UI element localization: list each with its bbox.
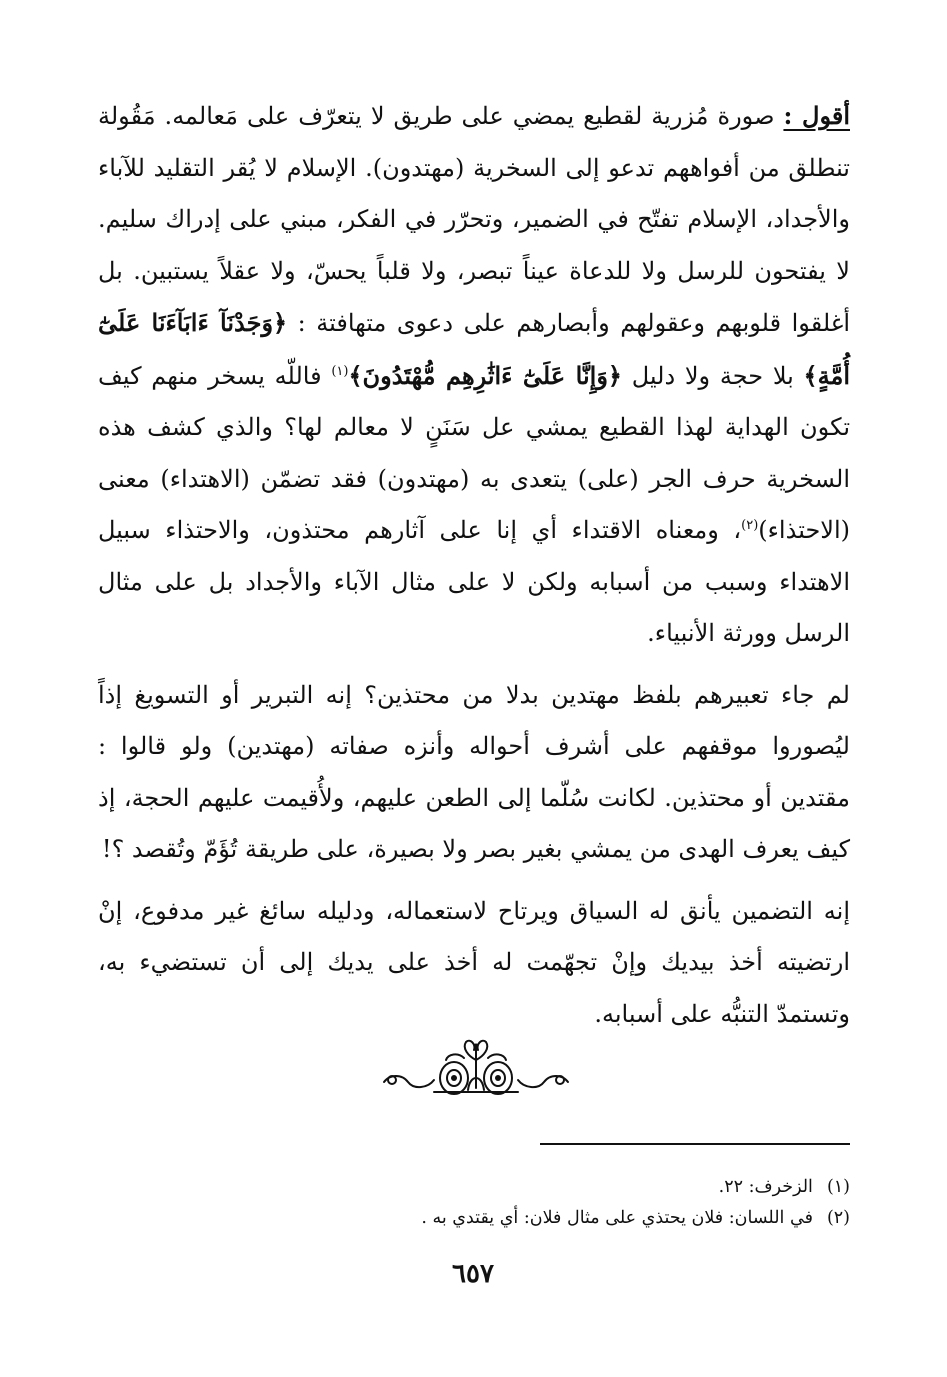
footnote-number: (٢) [826,1208,850,1228]
quran-quote: ﴿وَجَدْنَآ ءَابَآءَنَا عَلَىٰٓ أُمَّةٍ﴾ [98,308,850,390]
paragraph-text: بلا حجة ولا دليل [621,361,804,390]
footnote-ref-2[interactable]: (٢) [741,518,759,533]
footnotes [98,1172,850,1234]
paragraph-text: ، ومعناه الاقتداء أي إنا على آثارهم محتذون، والاحتذاء سبيل الاهتداء وسبب من أسبابه ولكن لا على مثال الآباء والأجداد بل على مثال الرسل وورثة الأنبياء. [98,516,850,647]
page-number: ٦٥٧ [452,1259,494,1289]
footnote-text: الزخرف: ٢٢. [718,1177,813,1197]
quran-quote: ﴿وَإِنَّا عَلَىٰٓ ءَاثَٰرِهِم مُّهْتَدُونَ﴾ [348,360,622,390]
footnote-ref-1[interactable]: (١) [331,363,349,379]
paragraph-2: لم جاء تعبيرهم بلفظ مهتدين بدلا من محتذين؟ إنه التبرير أو التسويغ إذاً ليُصوروا موقفهم على أشرف أحواله وأنزه صفاته (مهتدين) ولو قالوا : مقتدين أو محتذين. لكانت سُلّما إلى الطعن عليهم، ولأُقيمت عليهم الحجة، إذ كيف يعرف الهدى من يمشي بغير بصر ولا بصيرة، على طريقة تُؤَمّ وتُقصد ؟! [98,680,850,863]
paragraph-text: صورة مُزرية لقطيع يمضي على طريق لا يتعرّف على مَعالمه. مَقُولة تنطلق من أفواههم تدعو إلى السخرية (مهتدون). الإسلام لا يُقر التقليد للآباء والأجداد، الإسلام تفتّح في الضمير، وتحرّر في الفكر، مبني على إدراك سليم. لا يفتحون للرسل ولا للدعاة عيناً تبصر، ولا قلباً يحسّ، ولا عقلاً يستبين. بل أغلقوا قلوبهم وعقولهم وأبصارهم على دعوى متهافتة : [98,102,850,337]
floral-vignette-icon [378,1038,574,1098]
paragraph-text: فاللّه يسخر منهم كيف تكون الهداية لهذا القطيع يمشي عل سَنَنٍ لا معالم لها؟ والذي كشف هذه السخرية حرف الجر (على) يتعدى به (مهتدون) فقد تضمّن (الاهتداء) معنى (الاحتذاء) [98,361,850,544]
footnote-number: (١) [826,1177,850,1197]
paragraph-lead-word: أقول : [783,101,850,130]
paragraph-1 [98,90,850,660]
footnote-text: في اللسان: فلان يحتذي على مثال فلان: أي يقتدي به . [421,1208,813,1228]
paragraph-3: إنه التضمين يأنق له السياق ويرتاح لاستعماله، ودليله سائغ غير مدفوع، إنْ ارتضيته أخذ بيديك وإنْ تجهّمت له أخذ على يديك إلى أن تستضيء به، وتستمدّ التنبُّه على أسبابه. [98,896,850,1028]
page-body [98,90,850,1040]
footnote-1 [98,1172,850,1203]
footnote-separator [540,1143,850,1145]
footnote-2 [98,1203,850,1234]
